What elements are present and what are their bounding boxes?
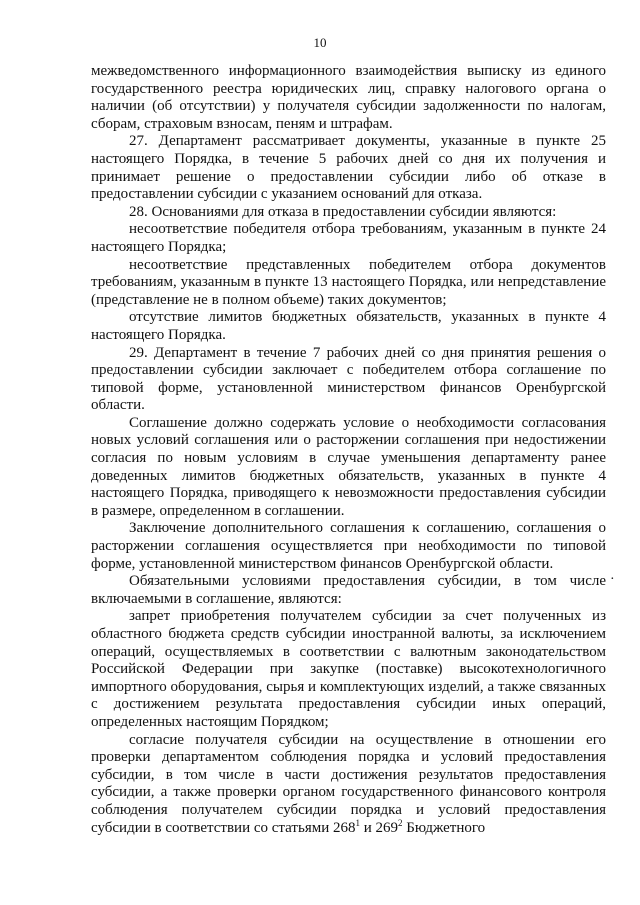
paragraph: запрет приобретения получателем субсидии за счет полученных из областного бюджета средств субсидии иностранной валюты, за исключением операций, осуществляемых в соответствии с валютным законодательством Российской Федерации при закупке (поставке) высокотехнологичного импортного оборудования, сырья и комплектующих изделий, а также связанных с достижением результата предоставления субсидии иных операций, определенных настоящим Порядком; — [91, 608, 606, 730]
paragraph: Заключение дополнительного соглашения к соглашению, соглашения о расторжении соглашения осуществляется при необходимости по типовой форме, установленной министерством финансов Оренбургской области. — [91, 520, 606, 572]
superscript: 1 — [355, 817, 360, 828]
paragraph-text: Бюджетного — [402, 819, 486, 836]
page-number: 10 — [313, 35, 327, 50]
paragraph-text: и 269 — [360, 819, 399, 836]
paragraph: межведомственного информационного взаимодействия выписку из единого государственного реестра юридических лиц, справку налогового органа о наличии (об отсутствии) у получателя субсидии задолженности по налогам, сборам, страховым взносам, пеням и штрафам. — [91, 63, 606, 132]
paragraph-text: согласие получателя субсидии на осуществление в отношении его проверки департаментом соблюдения порядка и условий предоставления субсидии, в том числе в части достижения результатов предоставления субсидии, а также проверки органом государственного финансового контроля соблюдения получателем субсидии порядка и условий предоставления субсидии в соответствии со статьями 268 — [91, 731, 606, 836]
paragraph: несоответствие победителя отбора требованиям, указанным в пункте 24 настоящего Порядка; — [91, 221, 606, 255]
paragraph: Соглашение должно содержать условие о необходимости согласования новых условий соглашения или о расторжении соглашения при недостижении согласия по новым условиям в случае уменьшения департаменту ранее доведенных лимитов бюджетных обязательств, указанных в пункте 4 настоящего Порядка, приводящего к невозможности предоставления субсидии в размере, определенном в соглашении. — [91, 414, 606, 519]
document-body — [91, 63, 606, 837]
paragraph-last — [91, 732, 606, 838]
paragraph: несоответствие представленных победителем отбора документов требованиям, указанным в пункте 13 настоящего Порядка, или непредставление (представление не в полном объеме) таких документов; — [91, 256, 606, 308]
paragraph: 29. Департамент в течение 7 рабочих дней со дня принятия решения о предоставлении субсидии заключает с победителем отбора соглашение по типовой форме, установленной министерством финансов Оренбургской области. — [91, 344, 606, 414]
paragraph: 27. Департамент рассматривает документы, указанные в пункте 25 настоящего Порядка, в течение 5 рабочих дней со дня их получения и принимает решение о предоставлении субсидии либо об отказе в предоставлении субсидии с указанием оснований для отказа. — [91, 133, 606, 203]
paragraph: Обязательными условиями предоставления субсидии, в том числе включаемыми в соглашение, являются: — [91, 573, 606, 607]
scan-mark: · — [610, 572, 615, 587]
superscript: 2 — [398, 817, 403, 828]
paragraph: отсутствие лимитов бюджетных обязательств, указанных в пункте 4 настоящего Порядка. — [91, 309, 606, 343]
paragraph: 28. Основаниями для отказа в предоставлении субсидии являются: — [129, 203, 557, 220]
